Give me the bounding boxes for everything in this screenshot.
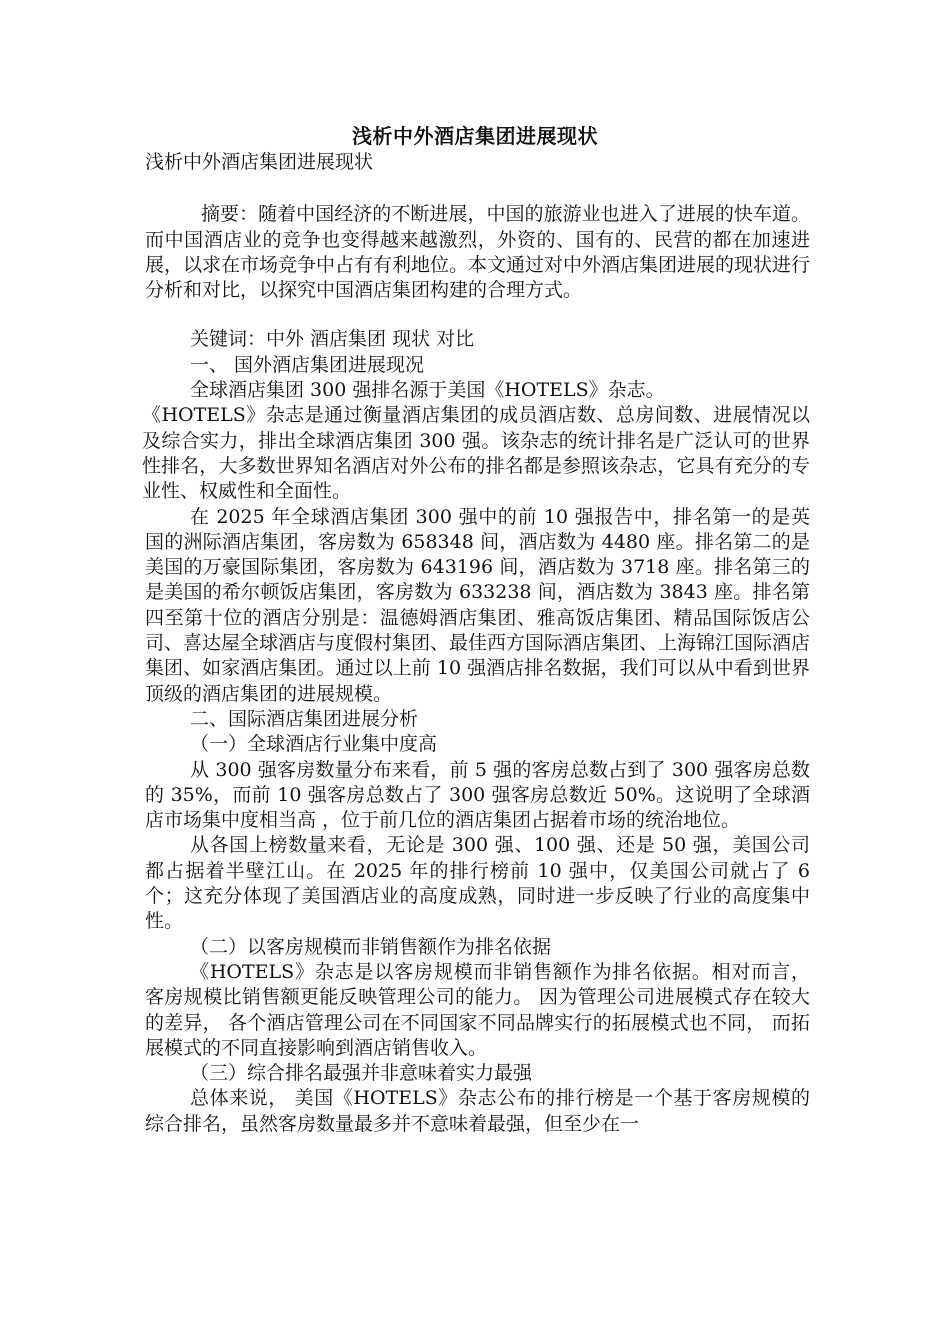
subsection-3-heading: （三）综合排名最强并非意味着实力最强 — [190, 1062, 533, 1085]
abstract-paragraph: 摘要：随着中国经济的不断进展，中国的旅游业也进入了进展的快车道。而中国酒店业的竞争也变得越来越激烈，外资的、国有的、民营的都在加速进展，以求在市场竞争中占有有利地位。本文通过对中外酒店集团进展的现状进行分析和对比，以探究中国酒店集团构建的合理方式。 — [145, 203, 811, 302]
subsection-1-heading: （一）全球酒店行业集中度高 — [190, 733, 438, 756]
paragraph-5: 从各国上榜数量来看，无论是 300 强、100 强、还是 50 强，美国公司都占据着半壁江山。在 2025 年的排行榜前 10 强中，仅美国公司就占了 6 个；这充分体现了美国酒店业的高度成熟，同时进一步反映了行业的高度集中性。 — [145, 834, 810, 933]
paragraph-2: 《HOTELS》杂志是通过衡量酒店集团的成员酒店数、总房间数、进展情况以及综合实力，排出全球酒店集团 300 强。该杂志的统计排名是广泛认可的世界性排名，大多数世界知名酒店对外公布的排名都是参照该杂志，它具有充分的专业性、权威性和全面性。 — [142, 404, 810, 503]
paragraph-6: 《HOTELS》杂志是以客房规模而非销售额作为排名依据。相对而言， 客房规模比销售额更能反映管理公司的能力。 因为管理公司进展模式存在较大的差异， 各个酒店管理公司在不同国家不同品牌实行的拓展模式也不同， 而拓展模式的不同直接影响到酒店销售收入。 — [145, 960, 810, 1059]
document-body — [142, 150, 811, 1137]
document-title: 浅析中外酒店集团进展现状 — [352, 124, 598, 148]
paragraph-7: 总体来说， 美国《HOTELS》杂志公布的排行榜是一个基于客房规模的综合排名，虽然客房数量最多并不意味着最强，但至少在一 — [145, 1087, 810, 1135]
section-2-heading: 二、国际酒店集团进展分析 — [190, 707, 419, 730]
paragraph-1: 全球酒店集团 300 强排名源于美国《HOTELS》杂志。 — [190, 379, 665, 402]
paragraph-3: 在 2025 年全球酒店集团 300 强中的前 10 强报告中，排名第一的是英国的洲际酒店集团，客房数为 658348 间，酒店数为 4480 座。排名第二的是美国的万豪国际集团，客房数为 643196 间，酒店数为 3718 座。排名第三的是美国的希尔顿饭店集团，客房数为 633238 间，酒店数为 3843 座。排名第四至第十位的酒店分别是：温德姆酒店集团、雅高饭店集团、精品国际饭店公司、喜达屋全球酒店与度假村集团、最佳西方国际酒店集团、上海锦江国际酒店集团、如家酒店集团。通过以上前 10 强酒店排名数据，我们可以从中看到世界顶级的酒店集团的进展规模。 — [145, 505, 811, 705]
document-subtitle: 浅析中外酒店集团进展现状 — [145, 151, 374, 173]
section-1-heading: 一、 国外酒店集团进展现况 — [190, 353, 425, 376]
keywords-line: 关键词：中外 酒店集团 现状 对比 — [190, 328, 475, 351]
paragraph-4: 从 300 强客房数量分布来看，前 5 强的客房总数占到了 300 强客房总数的 35%，而前 10 强客房总数占了 300 强客房总数近 50%。这说明了全球酒店市场集中度相当高 ，位于前几位的酒店集团占据着市场的统治地位。 — [145, 758, 810, 832]
subsection-2-heading: （二）以客房规模而非销售额作为排名依据 — [190, 935, 552, 958]
